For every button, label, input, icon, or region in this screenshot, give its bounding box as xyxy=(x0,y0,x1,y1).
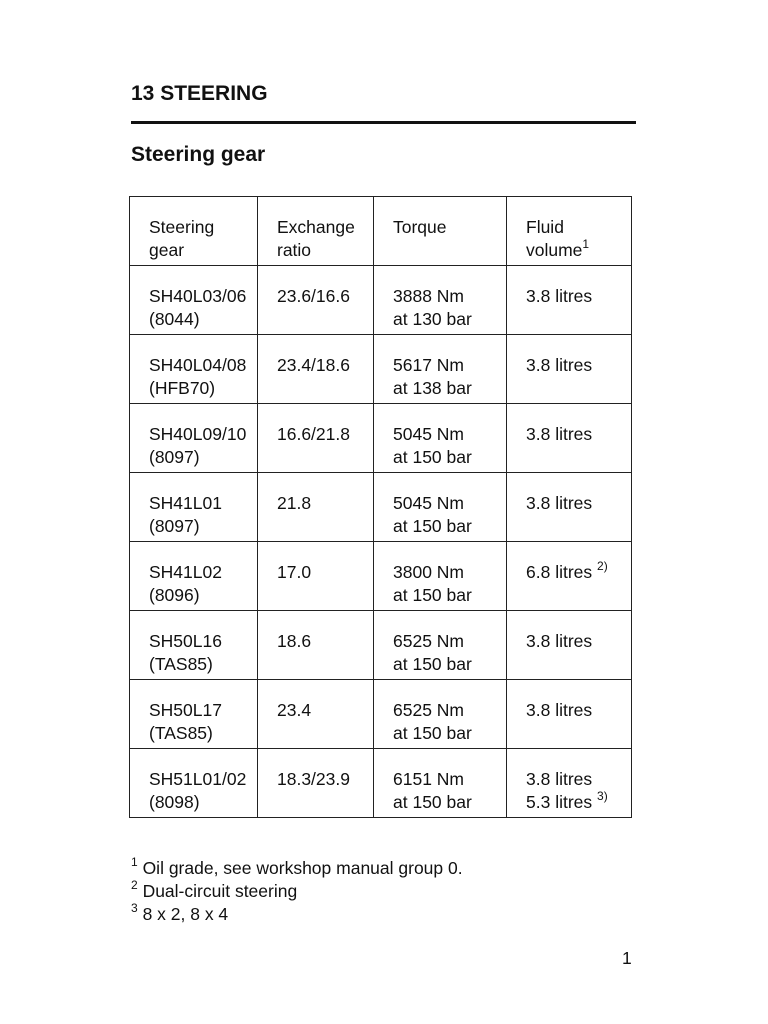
header-cell: Fluid volume$^1$ xyxy=(507,197,632,266)
header-cell: Steering gear xyxy=(130,197,258,266)
header-cell: Exchange ratio xyxy=(258,197,374,266)
torque-cell: 3800 Nm at 150 bar xyxy=(374,542,507,611)
gear-cell: SH40L04/08 (HFB70) xyxy=(130,335,258,404)
ratio-cell: 17.0 xyxy=(258,542,374,611)
header-cell: Torque xyxy=(374,197,507,266)
table-row xyxy=(130,404,632,473)
torque-cell: 6151 Nm at 150 bar xyxy=(374,749,507,818)
volume-cell: 3.8 litres xyxy=(507,473,632,542)
footnote-mark: 1 xyxy=(131,855,138,870)
table-row xyxy=(130,473,632,542)
ratio-cell: 23.6/16.6 xyxy=(258,266,374,335)
footnote-ref: 3) xyxy=(597,789,608,804)
ratio-cell: 18.6 xyxy=(258,611,374,680)
volume-cell: 3.8 litres xyxy=(507,680,632,749)
table-row xyxy=(130,542,632,611)
footnote-mark: 3 xyxy=(131,901,138,916)
table-row xyxy=(130,680,632,749)
ratio-cell: 18.3/23.9 xyxy=(258,749,374,818)
footnote-ref: 1 xyxy=(582,237,590,252)
chapter-title: 13 STEERING xyxy=(131,82,268,105)
footnote-mark: 2 xyxy=(131,878,138,893)
torque-cell: 5045 Nm at 150 bar xyxy=(374,473,507,542)
table-header-row xyxy=(130,197,632,266)
footnote-item: $^1$ Oil grade, see workshop manual group 0. xyxy=(131,855,463,878)
table-row xyxy=(130,749,632,818)
table-row xyxy=(130,335,632,404)
footnotes xyxy=(131,857,463,926)
torque-cell: 5045 Nm at 150 bar xyxy=(374,404,507,473)
footnote-ref: 2) xyxy=(597,559,608,574)
table-row xyxy=(130,266,632,335)
ratio-cell: 21.8 xyxy=(258,473,374,542)
volume-cell: 3.8 litres xyxy=(507,404,632,473)
volume-cell: 3.8 litres xyxy=(507,335,632,404)
volume-cell: 6.8 litres $^{2)}$ xyxy=(507,542,632,611)
volume-cell: 3.8 litres xyxy=(507,611,632,680)
torque-cell: 5617 Nm at 138 bar xyxy=(374,335,507,404)
gear-cell: SH40L09/10 (8097) xyxy=(130,404,258,473)
gear-cell: SH50L17 (TAS85) xyxy=(130,680,258,749)
torque-cell: 6525 Nm at 150 bar xyxy=(374,680,507,749)
steering-gear-table xyxy=(129,196,632,818)
ratio-cell: 16.6/21.8 xyxy=(258,404,374,473)
torque-cell: 6525 Nm at 150 bar xyxy=(374,611,507,680)
table-row xyxy=(130,611,632,680)
gear-cell: SH41L01 (8097) xyxy=(130,473,258,542)
footnote-item: $^3$ 8 x 2, 8 x 4 xyxy=(131,901,229,924)
gear-cell: SH51L01/02 (8098) xyxy=(130,749,258,818)
gear-cell: SH40L03/06 (8044) xyxy=(130,266,258,335)
footnote-item: $^2$ Dual-circuit steering xyxy=(131,878,298,901)
ratio-cell: 23.4/18.6 xyxy=(258,335,374,404)
ratio-cell: 23.4 xyxy=(258,680,374,749)
volume-cell: 3.8 litres xyxy=(507,266,632,335)
gear-cell: SH41L02 (8096) xyxy=(130,542,258,611)
section-title: Steering gear xyxy=(131,143,266,166)
page-number: 1 xyxy=(622,948,632,968)
torque-cell: 3888 Nm at 130 bar xyxy=(374,266,507,335)
title-divider xyxy=(131,121,636,124)
gear-cell: SH50L16 (TAS85) xyxy=(130,611,258,680)
volume-cell: 3.8 litres 5.3 litres $^{3)}$ xyxy=(507,749,632,818)
